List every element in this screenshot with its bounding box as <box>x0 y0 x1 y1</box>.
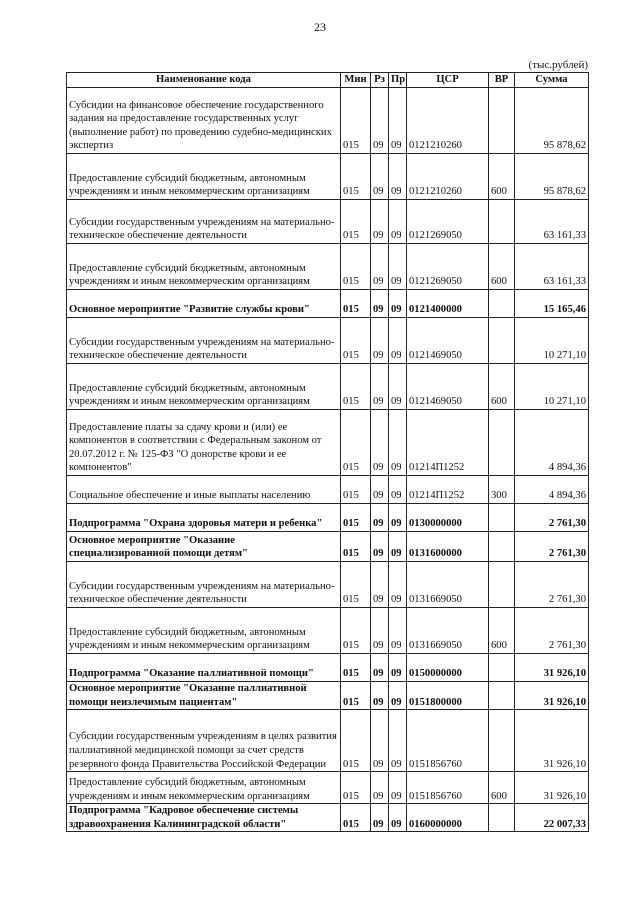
cell-pr: 09 <box>389 200 407 244</box>
cell-rz: 09 <box>371 290 389 318</box>
cell-sum: 63 161,33 <box>515 244 589 290</box>
cell-sum: 2 761,30 <box>515 504 589 532</box>
cell-csr: 0121469050 <box>407 364 489 410</box>
cell-name: Основное мероприятие "Оказание паллиативной помощи неизлечимым пациентам" <box>67 682 341 710</box>
cell-name: Подпрограмма "Оказание паллиативной помощи" <box>67 654 341 682</box>
cell-name: Основное мероприятие "Оказание специализированной помощи детям" <box>67 532 341 562</box>
cell-min: 015 <box>341 710 371 772</box>
header-min: Мин <box>341 73 371 88</box>
cell-min: 015 <box>341 290 371 318</box>
cell-min: 015 <box>341 410 371 476</box>
table-row <box>67 200 589 244</box>
cell-vr: 600 <box>489 244 515 290</box>
cell-csr: 0150000000 <box>407 654 489 682</box>
header-name: Наименование кода <box>67 73 341 88</box>
cell-min: 015 <box>341 364 371 410</box>
cell-vr: 600 <box>489 772 515 804</box>
cell-csr: 0121269050 <box>407 244 489 290</box>
cell-sum: 95 878,62 <box>515 154 589 200</box>
cell-pr: 09 <box>389 608 407 654</box>
cell-pr: 09 <box>389 710 407 772</box>
cell-csr: 0131669050 <box>407 562 489 608</box>
cell-pr: 09 <box>389 290 407 318</box>
cell-rz: 09 <box>371 562 389 608</box>
cell-csr: 0131600000 <box>407 532 489 562</box>
cell-vr <box>489 804 515 832</box>
table-row <box>67 562 589 608</box>
cell-rz: 09 <box>371 364 389 410</box>
cell-min: 015 <box>341 200 371 244</box>
cell-pr: 09 <box>389 654 407 682</box>
cell-name: Предоставление субсидий бюджетным, автономным учреждениям и иным некоммерческим организациям <box>67 244 341 290</box>
cell-sum: 31 926,10 <box>515 682 589 710</box>
cell-csr: 0121210260 <box>407 154 489 200</box>
cell-name: Предоставление субсидий бюджетным, автономным учреждениям и иным некоммерческим организациям <box>67 154 341 200</box>
cell-pr: 09 <box>389 410 407 476</box>
cell-pr: 09 <box>389 772 407 804</box>
cell-sum: 4 894,36 <box>515 476 589 504</box>
cell-vr <box>489 710 515 772</box>
cell-sum: 22 007,33 <box>515 804 589 832</box>
header-row <box>67 73 589 88</box>
cell-rz: 09 <box>371 318 389 364</box>
cell-csr: 0131669050 <box>407 608 489 654</box>
table-row <box>67 364 589 410</box>
cell-rz: 09 <box>371 244 389 290</box>
cell-pr: 09 <box>389 804 407 832</box>
cell-pr: 09 <box>389 532 407 562</box>
cell-name: Субсидии государственным учреждениям в целях развития паллиативной медицинской помощи за счет средств резервного фонда Правительства Российской Федерации <box>67 710 341 772</box>
cell-rz: 09 <box>371 154 389 200</box>
cell-min: 015 <box>341 804 371 832</box>
table-row <box>67 476 589 504</box>
cell-vr: 600 <box>489 154 515 200</box>
cell-min: 015 <box>341 532 371 562</box>
cell-name: Предоставление субсидий бюджетным, автономным учреждениям и иным некоммерческим организациям <box>67 364 341 410</box>
cell-vr <box>489 562 515 608</box>
cell-vr <box>489 654 515 682</box>
cell-sum: 95 878,62 <box>515 88 589 154</box>
cell-rz: 09 <box>371 654 389 682</box>
cell-pr: 09 <box>389 88 407 154</box>
cell-min: 015 <box>341 244 371 290</box>
cell-name: Подпрограмма "Охрана здоровья матери и ребенка" <box>67 504 341 532</box>
units-label: (тыс.рублей) <box>528 59 588 71</box>
cell-pr: 09 <box>389 504 407 532</box>
table-row <box>67 804 589 832</box>
table-row <box>67 244 589 290</box>
cell-csr: 0151800000 <box>407 682 489 710</box>
cell-vr <box>489 88 515 154</box>
cell-vr <box>489 532 515 562</box>
cell-csr: 0121269050 <box>407 200 489 244</box>
cell-pr: 09 <box>389 154 407 200</box>
cell-name: Субсидии на финансовое обеспечение государственного задания на предоставление государственных услуг (выполнение работ) по проведению судебно-медицинских экспертиз <box>67 88 341 154</box>
cell-csr: 0121210260 <box>407 88 489 154</box>
cell-csr: 0151856760 <box>407 710 489 772</box>
table-row <box>67 682 589 710</box>
table-row <box>67 772 589 804</box>
cell-min: 015 <box>341 682 371 710</box>
cell-vr <box>489 682 515 710</box>
cell-vr: 600 <box>489 364 515 410</box>
cell-min: 015 <box>341 608 371 654</box>
cell-rz: 09 <box>371 804 389 832</box>
table-row <box>67 532 589 562</box>
cell-sum: 10 271,10 <box>515 364 589 410</box>
cell-rz: 09 <box>371 710 389 772</box>
cell-rz: 09 <box>371 410 389 476</box>
cell-csr: 0160000000 <box>407 804 489 832</box>
cell-vr <box>489 504 515 532</box>
cell-sum: 2 761,30 <box>515 532 589 562</box>
table-row <box>67 710 589 772</box>
cell-min: 015 <box>341 654 371 682</box>
header-sum: Сумма <box>515 73 589 88</box>
cell-vr <box>489 290 515 318</box>
cell-name: Предоставление субсидий бюджетным, автономным учреждениям и иным некоммерческим организациям <box>67 608 341 654</box>
table-row <box>67 410 589 476</box>
header-pr: Пр <box>389 73 407 88</box>
cell-min: 015 <box>341 318 371 364</box>
cell-rz: 09 <box>371 608 389 654</box>
cell-csr: 01214П1252 <box>407 476 489 504</box>
table-row <box>67 318 589 364</box>
table-row <box>67 154 589 200</box>
cell-vr: 600 <box>489 608 515 654</box>
cell-rz: 09 <box>371 200 389 244</box>
cell-csr: 0151856760 <box>407 772 489 804</box>
cell-pr: 09 <box>389 562 407 608</box>
cell-csr: 0121400000 <box>407 290 489 318</box>
cell-rz: 09 <box>371 476 389 504</box>
table-row <box>67 608 589 654</box>
cell-min: 015 <box>341 504 371 532</box>
table-row <box>67 504 589 532</box>
cell-name: Субсидии государственным учреждениям на материально-техническое обеспечение деятельности <box>67 200 341 244</box>
cell-csr: 0121469050 <box>407 318 489 364</box>
cell-min: 015 <box>341 88 371 154</box>
cell-pr: 09 <box>389 318 407 364</box>
cell-sum: 31 926,10 <box>515 772 589 804</box>
cell-name: Субсидии государственным учреждениям на материально-техническое обеспечение деятельности <box>67 318 341 364</box>
cell-min: 015 <box>341 772 371 804</box>
header-vr: ВР <box>489 73 515 88</box>
cell-vr <box>489 200 515 244</box>
table-row <box>67 290 589 318</box>
cell-sum: 31 926,10 <box>515 710 589 772</box>
cell-rz: 09 <box>371 682 389 710</box>
cell-rz: 09 <box>371 532 389 562</box>
budget-table <box>66 72 589 832</box>
cell-sum: 2 761,30 <box>515 608 589 654</box>
cell-sum: 63 161,33 <box>515 200 589 244</box>
cell-min: 015 <box>341 476 371 504</box>
cell-pr: 09 <box>389 244 407 290</box>
cell-sum: 31 926,10 <box>515 654 589 682</box>
cell-min: 015 <box>341 562 371 608</box>
cell-rz: 09 <box>371 772 389 804</box>
cell-csr: 01214П1252 <box>407 410 489 476</box>
cell-rz: 09 <box>371 88 389 154</box>
cell-name: Социальное обеспечение и иные выплаты населению <box>67 476 341 504</box>
cell-pr: 09 <box>389 682 407 710</box>
cell-min: 015 <box>341 154 371 200</box>
cell-name: Субсидии государственным учреждениям на материально-техническое обеспечение деятельности <box>67 562 341 608</box>
cell-sum: 4 894,36 <box>515 410 589 476</box>
page-number: 23 <box>314 20 326 34</box>
cell-csr: 0130000000 <box>407 504 489 532</box>
cell-vr <box>489 410 515 476</box>
cell-pr: 09 <box>389 364 407 410</box>
cell-name: Подпрограмма "Кадровое обеспечение системы здравоохранения Калининградской области" <box>67 804 341 832</box>
cell-vr <box>489 318 515 364</box>
cell-name: Предоставление субсидий бюджетным, автономным учреждениям и иным некоммерческим организациям <box>67 772 341 804</box>
cell-vr: 300 <box>489 476 515 504</box>
cell-pr: 09 <box>389 476 407 504</box>
table-row <box>67 654 589 682</box>
cell-sum: 15 165,46 <box>515 290 589 318</box>
cell-name: Предоставление платы за сдачу крови и (или) ее компонентов в соответствии с Федеральным законом от 20.07.2012 г. № 125-ФЗ "О донорстве крови и ее компонентов" <box>67 410 341 476</box>
header-rz: Рз <box>371 73 389 88</box>
cell-sum: 10 271,10 <box>515 318 589 364</box>
table-row <box>67 88 589 154</box>
cell-rz: 09 <box>371 504 389 532</box>
cell-sum: 2 761,30 <box>515 562 589 608</box>
header-csr: ЦСР <box>407 73 489 88</box>
cell-name: Основное мероприятие "Развитие службы крови" <box>67 290 341 318</box>
